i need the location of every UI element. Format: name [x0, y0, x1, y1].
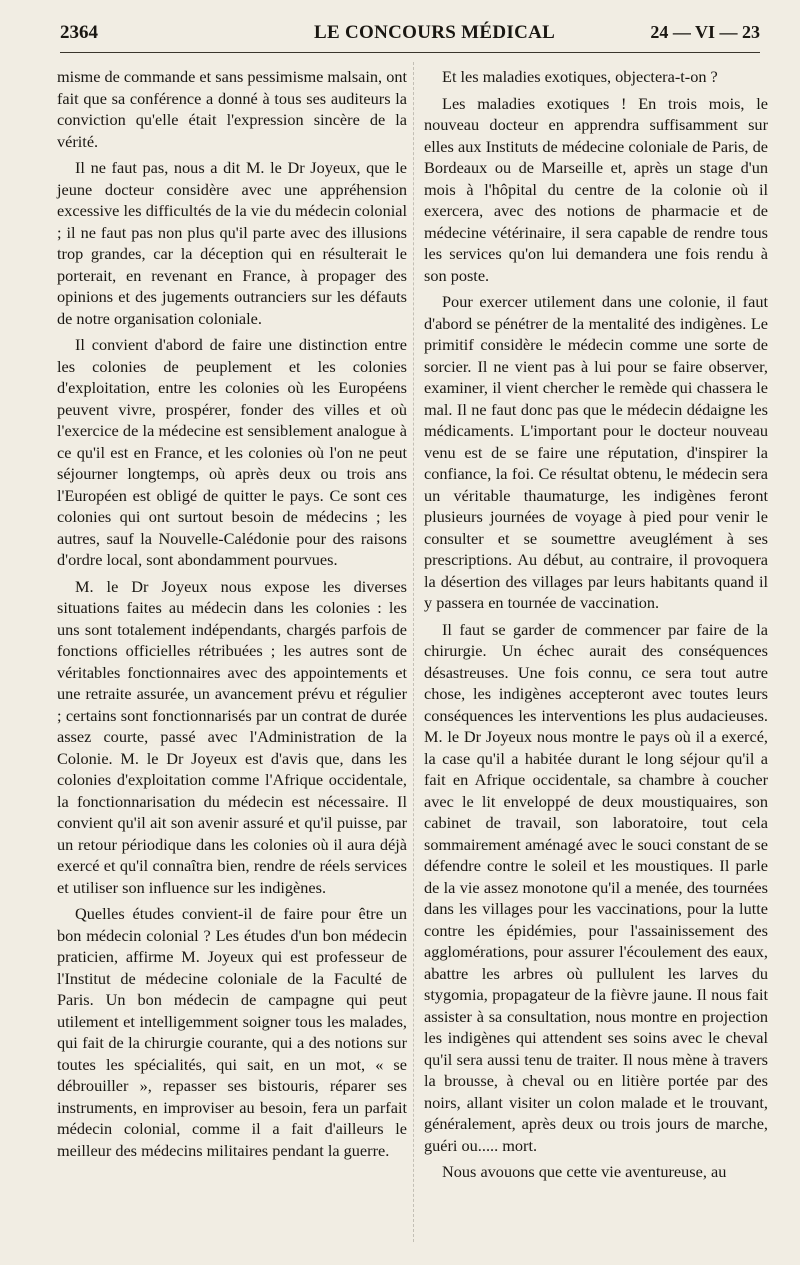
paragraph: Il faut se garder de commencer par faire de la chirurgie. Un échec aurait des conséquences désastreuses. Une fois connu, ce sera tout autre chose, les indigènes accepteront avec toutes leurs conséquences les interventions les plus audacieuses. M. le Dr Joyeux nous montre le pays où il a exercé, la case qu'il a habitée durant le long séjour qu'il a fait en Afrique occidentale, sa chambre à coucher avec le lit enveloppé de deux moustiquaires, son cabinet de travail, son laboratoire, tout cela sommairement aménagé avec le souci constant de se défendre contre le soleil et les moustiques. Il parle de la vie assez monotone qu'il a menée, des tournées dans les villages pour les vaccinations, pour la lutte contre les épidémies, pour l'assainissement des agglomérations, pour assurer l'écoulement des eaux, abattre les arbres où pullulent les larves du stygomia, propagateur de la fièvre jaune. Il nous fait assister à sa consultation, nous montre en projection les indigènes qui attendent ses soins avec le cheval qu'il sera aussi tenu de traiter. Il nous mène à travers la brousse, à cheval ou en litière portée par des noirs, allant visiter un colon malade et le trouvant, généralement, après deux ou trois jours de marche, guéri ou..... mort.	[424, 619, 768, 1155]
paragraph: Il ne faut pas, nous a dit M. le Dr Joyeux, que le jeune docteur considère avec une appréhension excessive les difficultés de la vie du médecin colonial ; il ne faut pas non plus qu'il parte avec des illusions trop grandes, car la déception qui en résulterait le porterait, en revenant en France, à propager des opinions et des jugements outranciers sur les défauts de notre organisation coloniale.	[57, 158, 407, 328]
page-header	[60, 20, 760, 50]
paragraph: Quelles études convient-il de faire pour être un bon médecin colonial ? Les études d'un bon médecin praticien, affirme M. Joyeux qui est professeur de l'Institut de médecine coloniale de la Faculté de Paris. Un bon médecin de campagne qui peut utilement et intelligemment soigner tous les malades, qui fait de la chirurgie courante, qui a des notions sur toutes les spécialités, qui sait, en un mot, « se débrouiller », repasser ses bistouris, réparer ses instruments, en improviser au besoin, fera un parfait médecin colonial, comme il a fait d'ailleurs le meilleur des médecins militaires pendant la guerre.	[57, 904, 407, 1160]
paragraph: Et les maladies exotiques, objectera-t-on ?	[442, 67, 718, 86]
header-rule	[60, 52, 760, 53]
paragraph: Les maladies exotiques ! En trois mois, le nouveau docteur en apprendra suffisamment sur elles aux Instituts de médecine coloniale de Paris, de Bordeaux ou de Marseille et, après un stage d'un mois à l'hôpital du centre de la colonie où il exercera, avec des notions de pharmacie et de médecine vétérinaire, il sera capable de rendre tous les services qu'on lui demandera une fois rendu à son poste.	[424, 93, 768, 285]
paragraph: misme de commande et sans pessimisme malsain, ont fait que sa conférence a donné à tous ses auditeurs la conviction qu'elle était l'expression sincère de la vérité.	[57, 67, 407, 151]
left-column	[57, 66, 407, 1166]
paragraph: Il convient d'abord de faire une distinction entre les colonies de peuplement et les colonies d'exploitation, entre les colonies où les Européens peuvent vivre, prospérer, fonder des villes et où l'exercice de la médecine est sensiblement analogue à ce qu'il est en France, et les colonies où l'on ne peut séjourner longtemps, où après deux ou trois ans l'Européen est obligé de quitter le pays. Ce sont ces colonies qui ont surtout besoin de médecins ; les autres, sauf la Nouvelle-Calédonie pour des raisons d'ordre local, sont abondamment pourvues.	[57, 335, 407, 569]
issue-date: 24 — VI — 23	[650, 22, 760, 42]
column-divider	[413, 62, 414, 1242]
paragraph: Pour exercer utilement dans une colonie, il faut d'abord se pénétrer de la mentalité des indigènes. Le primitif considère le médecin comme une sorte de sorcier. Il ne vient pas à lui pour se faire observer, examiner, il vient chercher le remède qui chassera le mal. Il ne faut donc pas que le médecin dédaigne les médicaments. L'important pour le docteur nouveau venu est de se faire une réputation, d'inspirer la confiance, la foi. Ce résultat obtenu, le médecin sera un véritable thaumaturge, les indigènes feront plusieurs journées de voyage à pied pour venir le consulter et se soumettre aveuglément à ses prescriptions. Au début, au contraire, il provoquera la désertion des villages par leurs habitants quand il y passera en tournée de vaccination.	[424, 292, 768, 612]
journal-title: LE CONCOURS MÉDICAL	[314, 22, 556, 43]
right-column	[424, 66, 768, 1188]
paragraph: Nous avouons que cette vie aventureuse, au	[442, 1162, 727, 1181]
page-number: 2364	[60, 22, 98, 43]
paragraph: M. le Dr Joyeux nous expose les diverses situations faites au médecin dans les colonies : les uns sont totalement indépendants, chargés parfois de fonctions officielles rétribuées ; les autres sont de véritables fonctionnaires avec des appointements et une retraite assurée, un avancement prévu et régulier ; certains sont fonctionnarisés par un contrat de durée assez courte, passé avec l'Administration de la Colonie. M. le Dr Joyeux est d'avis que, dans les colonies d'exploitation comme l'Afrique occidentale, la fonctionnarisation du médecin est nécessaire. Il convient qu'il ait son avenir assuré et qu'il puisse, par un retour périodique dans les colonies où il aura déjà exercé et qu'il connaîtra bien, rendre de réels services et utiliser son influence sur les indigènes.	[57, 576, 407, 897]
